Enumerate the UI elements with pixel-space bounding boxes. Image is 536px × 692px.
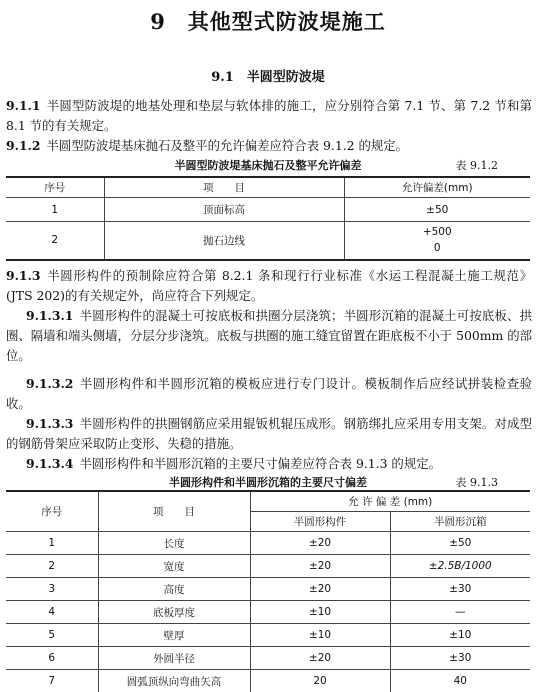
header-tolerance: 允许偏差(mm) xyxy=(344,177,530,198)
clause-number: 9.1.2 xyxy=(6,138,41,153)
cell-member: ±20 xyxy=(250,578,390,601)
cell-item: 外圆半径 xyxy=(98,647,250,670)
header-semicircular-caisson: 半圆形沉箱 xyxy=(390,512,530,532)
cell-no: 6 xyxy=(6,647,98,670)
cell-no: 7 xyxy=(6,670,98,692)
cell-item: 圆弧顶纵向弯曲矢高 xyxy=(98,670,250,692)
cell-no: 3 xyxy=(6,578,98,601)
cell-item: 高度 xyxy=(98,578,250,601)
table-header-row xyxy=(6,177,530,198)
cell-no: 2 xyxy=(6,222,104,260)
cell-item: 顶面标高 xyxy=(104,198,344,222)
header-no: 序号 xyxy=(6,491,98,532)
cell-no: 4 xyxy=(6,601,98,624)
header-tolerance: 允 许 偏 差 (mm) xyxy=(250,491,530,512)
tolerance-lower: 0 xyxy=(345,242,531,254)
clause-9-1-3-4 xyxy=(6,454,532,474)
table-row xyxy=(6,555,530,578)
cell-no: 5 xyxy=(6,624,98,647)
table-caption-title: 半圆形构件和半圆形沉箱的主要尺寸偏差 xyxy=(0,474,536,490)
cell-item: 壁厚 xyxy=(98,624,250,647)
table-row xyxy=(6,601,530,624)
table-row xyxy=(6,647,530,670)
cell-tolerance xyxy=(344,222,530,260)
cell-member: 20 xyxy=(250,670,390,692)
clause-text: 半圆形构件的混凝土可按底板和拱圈分层浇筑；半圆形沉箱的混凝土可按底板、拱圈、隔墙和端头侧墙，分层分步浇筑。底板与拱圈的施工缝宜留置在距底板不小于 500mm 的部位。 xyxy=(6,308,532,363)
table-row xyxy=(6,578,530,601)
header-semicircular-member: 半圆形构件 xyxy=(250,512,390,532)
cell-member: ±20 xyxy=(250,532,390,555)
clause-number: 9.1.3.1 xyxy=(26,308,73,323)
clause-9-1-3 xyxy=(6,266,532,306)
cell-member: ±10 xyxy=(250,624,390,647)
clause-9-1-2 xyxy=(6,136,532,156)
section-title: 9.1 半圆型防波堤 xyxy=(0,66,536,85)
cell-tolerance: ±50 xyxy=(344,198,530,222)
table-row xyxy=(6,670,530,692)
table-row xyxy=(6,532,530,555)
clause-9-1-3-3 xyxy=(6,414,532,454)
cell-no: 2 xyxy=(6,555,98,578)
clause-number: 9.1.3.3 xyxy=(26,416,73,431)
cell-caisson: ±30 xyxy=(390,578,530,601)
clause-text: 半圆形构件和半圆形沉箱的模板应进行专门设计。模板制作后应经试拼装检查验收。 xyxy=(6,376,532,411)
clause-number: 9.1.1 xyxy=(6,98,41,113)
header-item: 项 目 xyxy=(104,177,344,198)
cell-caisson: — xyxy=(390,601,530,624)
table-caption-id: 表 9.1.2 xyxy=(456,157,499,173)
cell-no: 1 xyxy=(6,532,98,555)
table-header-row xyxy=(6,491,530,512)
header-item: 项 目 xyxy=(98,491,250,532)
clause-text: 半圆型防波堤基床抛石及整平的允许偏差应符合表 9.1.2 的规定。 xyxy=(47,138,409,153)
cell-member: ±10 xyxy=(250,601,390,624)
cell-item: 长度 xyxy=(98,532,250,555)
chapter-title: 9 其他型式防波堤施工 xyxy=(0,6,536,36)
clause-9-1-3-1 xyxy=(6,306,532,366)
table-row xyxy=(6,624,530,647)
cell-member: ±20 xyxy=(250,555,390,578)
table-caption-title: 半圆型防波堤基床抛石及整平允许偏差 xyxy=(0,157,536,173)
cell-item: 抛石边线 xyxy=(104,222,344,260)
clause-9-1-3-2 xyxy=(6,374,532,414)
clause-text: 半圆型防波堤的地基处理和垫层与软体排的施工，应分别符合第 7.1 节、第 7.2 节和第 8.1 节的有关规定。 xyxy=(6,98,532,133)
tolerance-upper: +500 xyxy=(345,226,531,238)
clause-9-1-1 xyxy=(6,96,532,136)
cell-caisson: ±30 xyxy=(390,647,530,670)
cell-caisson: ±50 xyxy=(390,532,530,555)
cell-item: 底板厚度 xyxy=(98,601,250,624)
clause-number: 9.1.3 xyxy=(6,268,41,283)
table-caption-id: 表 9.1.3 xyxy=(456,474,499,490)
header-no: 序号 xyxy=(6,177,104,198)
clause-text: 半圆形构件的拱圈钢筋应采用辊钣机辊压成形。钢筋绑扎应采用专用支架。对成型的钢筋骨架应采取防止变形、失稳的措施。 xyxy=(6,416,532,451)
table-row xyxy=(6,222,530,260)
cell-caisson: ±10 xyxy=(390,624,530,647)
cell-caisson: ±2.5B/1000 xyxy=(390,555,530,578)
clause-number: 9.1.3.4 xyxy=(26,456,73,471)
table-row xyxy=(6,198,530,222)
cell-member: ±20 xyxy=(250,647,390,670)
table-9-1-3 xyxy=(6,490,530,692)
clause-text: 半圆形构件的预制除应符合第 8.2.1 条和现行行业标准《水运工程混凝土施工规范》(JTS 202)的有关规定外，尚应符合下列规定。 xyxy=(6,268,532,303)
cell-item: 宽度 xyxy=(98,555,250,578)
cell-no: 1 xyxy=(6,198,104,222)
table-9-1-2 xyxy=(6,176,530,261)
clause-number: 9.1.3.2 xyxy=(26,376,73,391)
cell-caisson: 40 xyxy=(390,670,530,692)
clause-text: 半圆形构件和半圆形沉箱的主要尺寸偏差应符合表 9.1.3 的规定。 xyxy=(79,456,441,471)
